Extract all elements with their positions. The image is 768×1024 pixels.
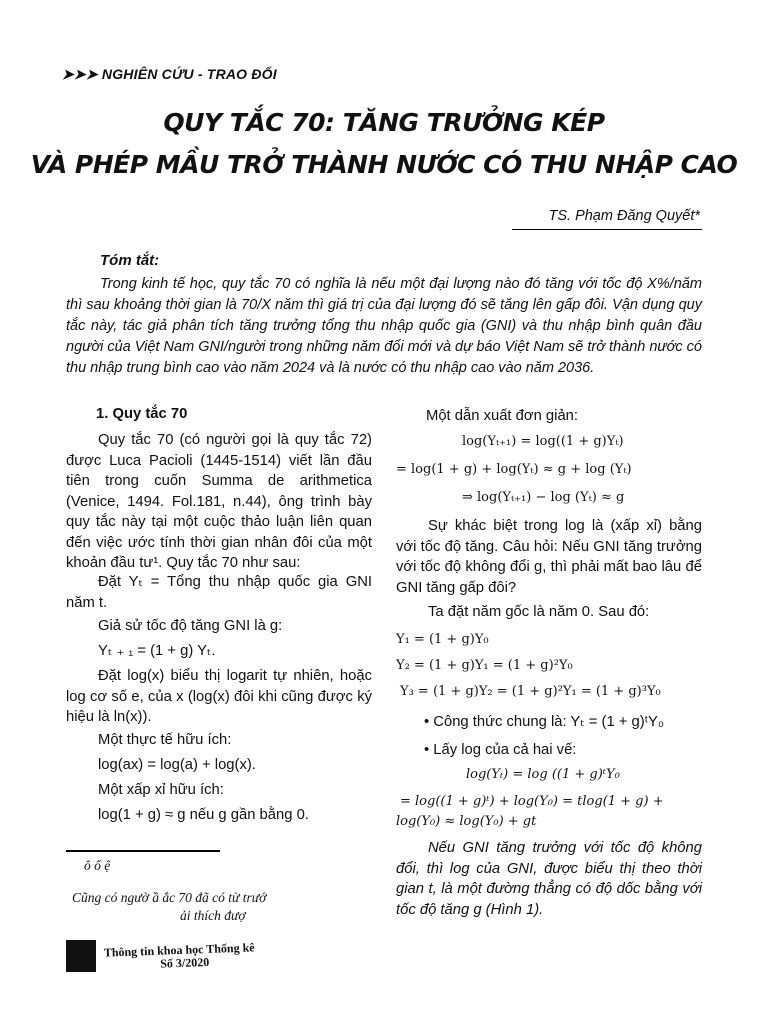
footnote-line-3: ải thích đượ (180, 908, 246, 923)
right-paragraph-1: Một dẫn xuất đơn giản: (426, 408, 579, 424)
title-line-2: VÀ PHÉP MẦU TRỞ THÀNH NƯỚC CÓ THU NHẬP CAO (30, 150, 738, 179)
left-formula-1: Yₜ ₊ ₁ = (1 + g) Yₜ. (98, 643, 216, 659)
left-paragraph-6: Một thực tế hữu ích: (98, 732, 232, 748)
left-paragraph-8: Một xấp xỉ hữu ích: (98, 782, 224, 798)
footer-issue: Số 3/2020 (159, 954, 210, 971)
author: TS. Phạm Đăng Quyết* (548, 208, 700, 224)
equation-y2: Y₂ = (1 + g)Y₁ = (1 + g)²Y₀ (396, 658, 573, 673)
right-paragraph-4: Nếu GNI tăng trưởng với tốc độ không đổi, thì log của GNI, được biểu thị theo thời gian t, là một đường thẳng có độ dốc bằng với tốc độ tăng g (Hình 1). (396, 840, 702, 918)
right-paragraph-3: Ta đặt năm gốc là năm 0. Sau đó: (428, 604, 650, 620)
equation-2: = log(1 + g) + log(Yₜ) ≈ g + log (Yₜ) (396, 462, 632, 477)
right-paragraph-2: Sự khác biệt trong log là (xấp xỉ) bằng với tốc độ tăng. Câu hỏi: Nếu GNI tăng trưởng với tốc độ không đổi g, thì phải mất bao lâu để GNI tăng gấp đôi? (396, 518, 702, 596)
footnote-line-1: ô ố ệ (84, 858, 111, 873)
left-paragraph-3: Giả sử tốc độ tăng GNI là g: (98, 618, 283, 634)
equation-3: ⇒ log(Yₜ₊₁) − log (Yₜ) ≈ g (462, 490, 625, 505)
footer-journal-name: Thông tin khoa học Thống kê (103, 940, 255, 960)
section-label: NGHIÊN CỨU ‑ TRAO ĐỔI (101, 66, 277, 82)
left-paragraph-2: Đặt Yₜ = Tổng thu nhập quốc gia GNI năm t. (66, 574, 372, 611)
bullet-general-formula: • Công thức chung là: Yₜ = (1 + g)ᵗY₀ (424, 714, 664, 730)
footnote-line-2: Cũng có ngườ ầ ắc 70 đã có từ trướ (72, 890, 267, 905)
section-heading: 1. Quy tắc 70 (96, 406, 188, 422)
equation-4: log(Yₜ) = log ((1 + g)ᵗY₀ (466, 767, 620, 782)
footer-journal (104, 941, 256, 972)
equation-5: = log((1 + g)ᵗ) + log(Y₀) = tlog(1 + g) + (400, 794, 664, 809)
footnote-rule (66, 850, 220, 852)
equation-y3: Y₃ = (1 + g)Y₂ = (1 + g)²Y₁ = (1 + g)³Y₀ (400, 684, 661, 699)
arrows-icon: ➤➤➤ (62, 66, 98, 82)
left-formula-2: log(ax) = log(a) + log(x). (98, 757, 256, 773)
footer-block (66, 940, 96, 972)
bullet-take-log: • Lấy log của cả hai vế: (424, 742, 577, 758)
title-line-1: QUY TẮC 70: TĂNG TRƯỞNG KÉP (163, 108, 605, 137)
section-tag (62, 66, 277, 83)
summary-text: Trong kinh tế học, quy tắc 70 có nghĩa là nếu một đại lượng nào đó tăng với tốc độ X%/năm thì sau khoảng thời gian là 70/X năm thì giá trị của đại lượng đó sẽ tăng lên gấp đôi. Vận dụng quy tắc này, tác giả phân tích tăng trưởng tổng thu nhập quốc gia (GNI) và thu nhập bình quân đầu người của Việt Nam GNI/người trong những năm đổi mới và dự báo Việt Nam sẽ trở thành nước có thu nhập trung bình cao vào năm 2024 và là nước có thu nhập cao vào năm 2036. (66, 276, 702, 376)
summary-heading: Tóm tắt: (100, 252, 160, 269)
left-formula-3: log(1 + g) ≈ g nếu g gần bằng 0. (98, 807, 309, 823)
equation-6: log(Y₀) ≈ log(Y₀) + gt (396, 814, 537, 829)
equation-y1: Y₁ = (1 + g)Y₀ (396, 632, 489, 647)
equation-1: log(Yₜ₊₁) = log((1 + g)Yₜ) (462, 434, 624, 449)
left-paragraph-5: Đặt log(x) biểu thị logarit tự nhiên, hoặc log cơ số e, của x (log(x) đôi khi cũng được ký hiệu là ln(x)). (66, 668, 372, 725)
author-rule (512, 229, 702, 230)
left-paragraph-1: Quy tắc 70 (có người gọi là quy tắc 72) được Luca Pacioli (1445-1514) viết lần đầu tiên trong cuốn Summa de arithmetica (Venice, 1494. Fol.181, n.44), ông trình bày quy tắc này tại một cuộc thảo luận liên quan đến việc ước tính thời gian nhân đôi của một khoản đầu tư¹. Quy tắc 70 như sau: (66, 432, 372, 571)
